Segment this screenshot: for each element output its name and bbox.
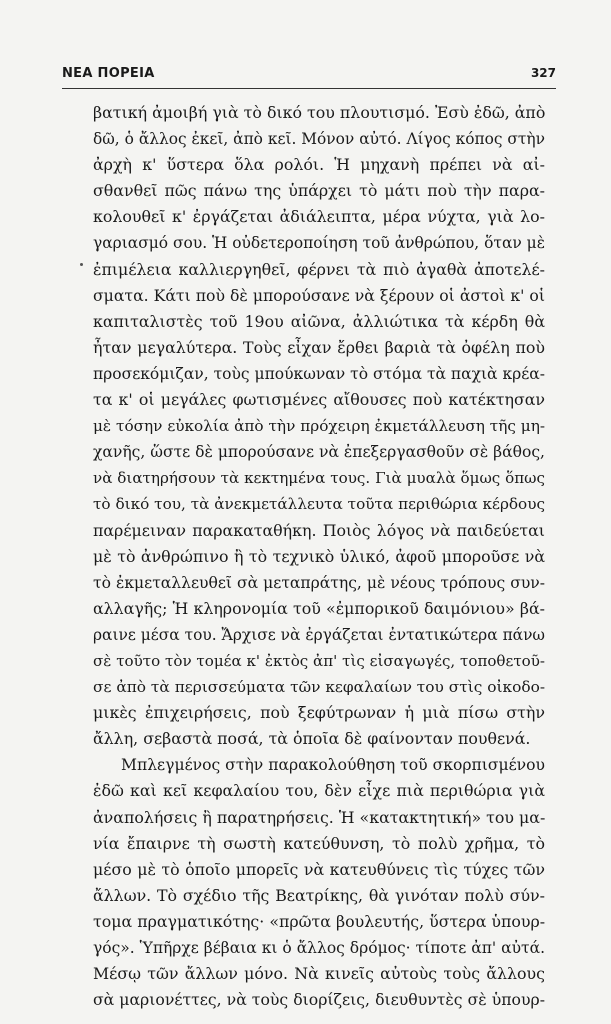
text-line: νία ἔπαιρνε τὴ σωστὴ κατεύθυνση, τὸ πολὺ χρῆμα, τὸ	[93, 833, 545, 853]
running-header	[62, 66, 556, 86]
text-line: ἐδῶ καὶ κεῖ κεφαλαίου του, δὲν εἶχε πιὰ περιθώρια γιὰ	[93, 781, 545, 801]
text-line: χανῆς, ὥστε δὲ μπορούσανε νὰ ἐπεξεργασθοῦν σὲ βάθος,	[93, 443, 545, 462]
text-line: ἄλλη, σεβαστὰ ποσά, τὰ ὁποῖα δὲ φαίνονταν πουθενά.	[93, 729, 531, 749]
text-line: σὲ τοῦτο τὸν τομέα κ' ἐκτὸς ἀπ' τὶς εἰσαγωγές, τοποθετοῦ-	[93, 651, 545, 670]
text-line: γαριασμό σου. Ἡ οὐδετεροποίηση τοῦ ἀνθρώπου, ὅταν μὲ	[93, 234, 545, 253]
header-rule	[62, 88, 556, 89]
text-line: νὰ διατηρήσουν τὰ κεκτημένα τους. Γιὰ μυαλὰ ὅμως ὅπως	[93, 469, 545, 488]
text-line: τομα πραγματικότης· «πρῶτα βουλευτής, ὕστερα ὑπουρ-	[93, 911, 546, 931]
text-line: κολουθεῖ κ' ἐργάζεται ἀδιάλειπτα, μέρα νύχτα, γιὰ λο-	[93, 207, 545, 227]
text-line: ἐπιμέλεια καλλιεργηθεῖ, φέρνει τὰ πιὸ ἀγαθὰ ἀποτελέ-	[93, 259, 545, 279]
text-line: γός». Ὑπῆρχε βέβαια κι ὁ ἄλλος δρόμος· τίποτε ἀπ' αὐτά.	[93, 939, 545, 957]
margin-mark	[80, 263, 83, 266]
text-line: Μπλεγμένος στὴν παρακολούθηση τοῦ σκορπισμένου	[121, 756, 545, 775]
journal-title: ΝΕΑ ΠΟΡΕΙΑ	[62, 66, 155, 81]
text-line: τὸ δικό του, τὰ ἀνεκμετάλλευτα τοῦτα περιθώρια κέρδους	[93, 495, 545, 514]
text-line: ἀρχὴ κ' ὕστερα ὅλα ρολόι. Ἡ μηχανὴ πρέπει νὰ αἰ-	[93, 155, 545, 175]
paragraph-2	[93, 752, 545, 1013]
text-line: σὰ μαριονέττες, νὰ τοὺς διορίζεις, διευθυντὲς σὲ ὑπουρ-	[93, 990, 545, 1010]
body-text	[93, 100, 545, 1013]
text-line: παρέμειναν παρακαταθήκη. Ποιὸς λόγος νὰ παιδεύεται	[93, 520, 545, 540]
text-line: ἦταν μεγαλύτερα. Τοὺς εἶχαν ἔρθει βαριὰ τὰ ὀφέλη ποὺ	[93, 337, 545, 357]
text-line: προσεκόμιζαν, τοὺς μπούκωναν τὸ στόμα τὰ παχιὰ κρέα-	[93, 364, 545, 383]
text-line: σε ἀπὸ τὰ περισσεύματα τῶν κεφαλαίων του στὶς οἰκοδο-	[93, 678, 545, 697]
text-line: ἄλλων. Τὸ σχέδιο τῆς Βεατρίκης, θὰ γινόταν πολὺ σύν-	[93, 885, 545, 905]
paragraph-1	[93, 100, 545, 752]
text-line: ραινε μέσα του. Ἄρχισε νὰ ἐργάζεται ἐντατικώτερα πάνω	[93, 625, 545, 644]
text-line: καπιταλιστὲς τοῦ 19ου αἰῶνα, ἀλλιώτικα τὰ κέρδη θὰ	[93, 311, 545, 331]
text-line: δῶ, ὁ ἄλλος ἐκεῖ, ἀπὸ κεῖ. Μόνον αὐτό. Λίγος κόπος στὴν	[93, 130, 545, 149]
page-number: 327	[530, 66, 556, 80]
text-line: τα κ' οἱ μεγάλες φωτισμένες αἴθουσες ποὺ κατέκτησαν	[93, 390, 545, 410]
text-line: σματα. Κάτι ποὺ δὲ μπορούσανε νὰ ξέρουν οἱ ἀστοὶ κ' οἱ	[93, 285, 545, 305]
text-line: μέσο μὲ τὸ ὁποῖο μπορεῖς νὰ κατευθύνεις τὶς τύχες τῶν	[93, 859, 545, 879]
text-line: τὸ ἐκμεταλλευθεῖ σὰ μεταπράτης, μὲ νέους τρόπους συν-	[93, 573, 545, 592]
text-line: ἀναπολήσεις ἢ παρατηρήσεις. Ἡ «κατακτητική» του μα-	[93, 807, 546, 827]
text-line: αλλαγῆς; Ἡ κληρονομία τοῦ «ἐμπορικοῦ δαιμόνιου» βά-	[93, 598, 545, 618]
text-line: μικὲς ἐπιχειρήσεις, ποὺ ξεφύτρωναν ἡ μιὰ πίσω στὴν	[93, 703, 545, 723]
text-line: μὲ τόσην εὐκολία ἀπὸ τὴν πρόχειρη ἐκμετάλλευση τῆς μη-	[93, 417, 545, 436]
text-line: σθανθεῖ πῶς πάνω της ὑπάρχει τὸ μάτι ποὺ τὴν παρα-	[93, 181, 545, 201]
text-line: βατική ἀμοιβή γιὰ τὸ δικό του πλουτισμό. Ἐσὺ ἐδῶ, ἀπὸ	[93, 103, 546, 122]
text-line: Μέσῳ τῶν ἄλλων μόνο. Νὰ κινεῖς αὐτοὺς τοὺς ἄλλους	[93, 964, 545, 984]
text-line: μὲ τὸ ἀνθρώπινο ἢ τὸ τεχνικὸ ὑλικό, ἀφοῦ μποροῦσε νὰ	[93, 546, 545, 566]
